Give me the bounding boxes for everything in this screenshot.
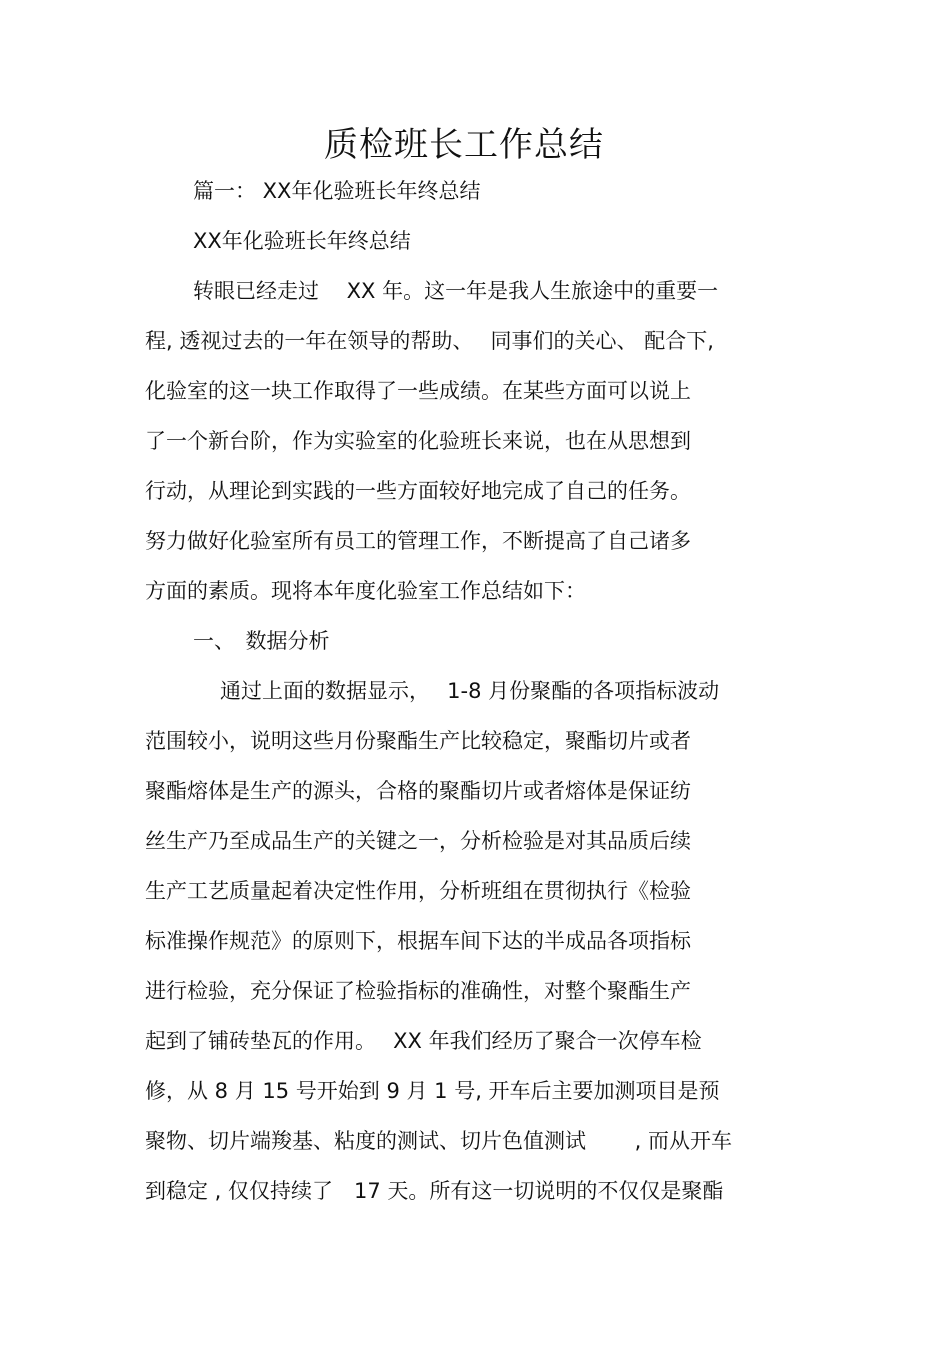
paragraph-line-11: 丝生产乃至成品生产的关键之一，分析检验是对其品质后续 (145, 829, 691, 853)
paragraph-line-13: 标准操作规范》的原则下，根据车间下达的半成品各项指标 (145, 929, 691, 953)
paragraph-line-15: 起到了铺砖垫瓦的作用。 XX 年我们经历了聚合一次停车检 (145, 1029, 702, 1053)
paragraph-line-5: 行动，从理论到实践的一些方面较好地完成了自己的任务。 (145, 479, 691, 503)
paragraph-line-17: 聚物、切片端羧基、粘度的测试、切片色值测试 , 而从开车 (145, 1129, 733, 1153)
paragraph-line-16: 修，从 8 月 15 号开始到 9 月 1 号, 开车后主要加测项目是预 (145, 1079, 720, 1103)
paragraph-line-10: 聚酯熔体是生产的源头，合格的聚酯切片或者熔体是保证纺 (145, 779, 691, 803)
paragraph-line-1: 转眼已经走过 XX 年。这一年是我人生旅途中的重要一 (193, 279, 719, 303)
paragraph-line-4: 了一个新台阶，作为实验室的化验班长来说，也在从思想到 (145, 429, 691, 453)
paragraph-line-7: 方面的素质。现将本年度化验室工作总结如下： (145, 579, 586, 603)
paragraph-line-18: 到稳定 , 仅仅持续了 17 天。所有这一切说明的不仅仅是聚酯 (145, 1179, 724, 1203)
section-heading-1: 篇一： XX年化验班长年终总结 (193, 179, 481, 203)
page-title: 质检班长工作总结 (324, 125, 604, 165)
paragraph-line-12: 生产工艺质量起着决定性作用，分析班组在贯彻执行《检验 (145, 879, 691, 903)
paragraph-line-14: 进行检验，充分保证了检验指标的准确性，对整个聚酯生产 (145, 979, 691, 1003)
subtitle: XX年化验班长年终总结 (193, 229, 411, 253)
paragraph-line-9: 范围较小，说明这些月份聚酯生产比较稳定，聚酯切片或者 (145, 729, 691, 753)
paragraph-line-6: 努力做好化验室所有员工的管理工作，不断提高了自己诸多 (145, 529, 691, 553)
paragraph-line-3: 化验室的这一块工作取得了一些成绩。在某些方面可以说上 (145, 379, 691, 403)
paragraph-line-2: 程, 透视过去的一年在领导的帮助、 同事们的关心、 配合下, (145, 329, 714, 353)
paragraph-line-8: 通过上面的数据显示， 1-8 月份聚酯的各项指标波动 (220, 679, 720, 703)
section-heading-data-analysis: 一、 数据分析 (193, 629, 330, 653)
